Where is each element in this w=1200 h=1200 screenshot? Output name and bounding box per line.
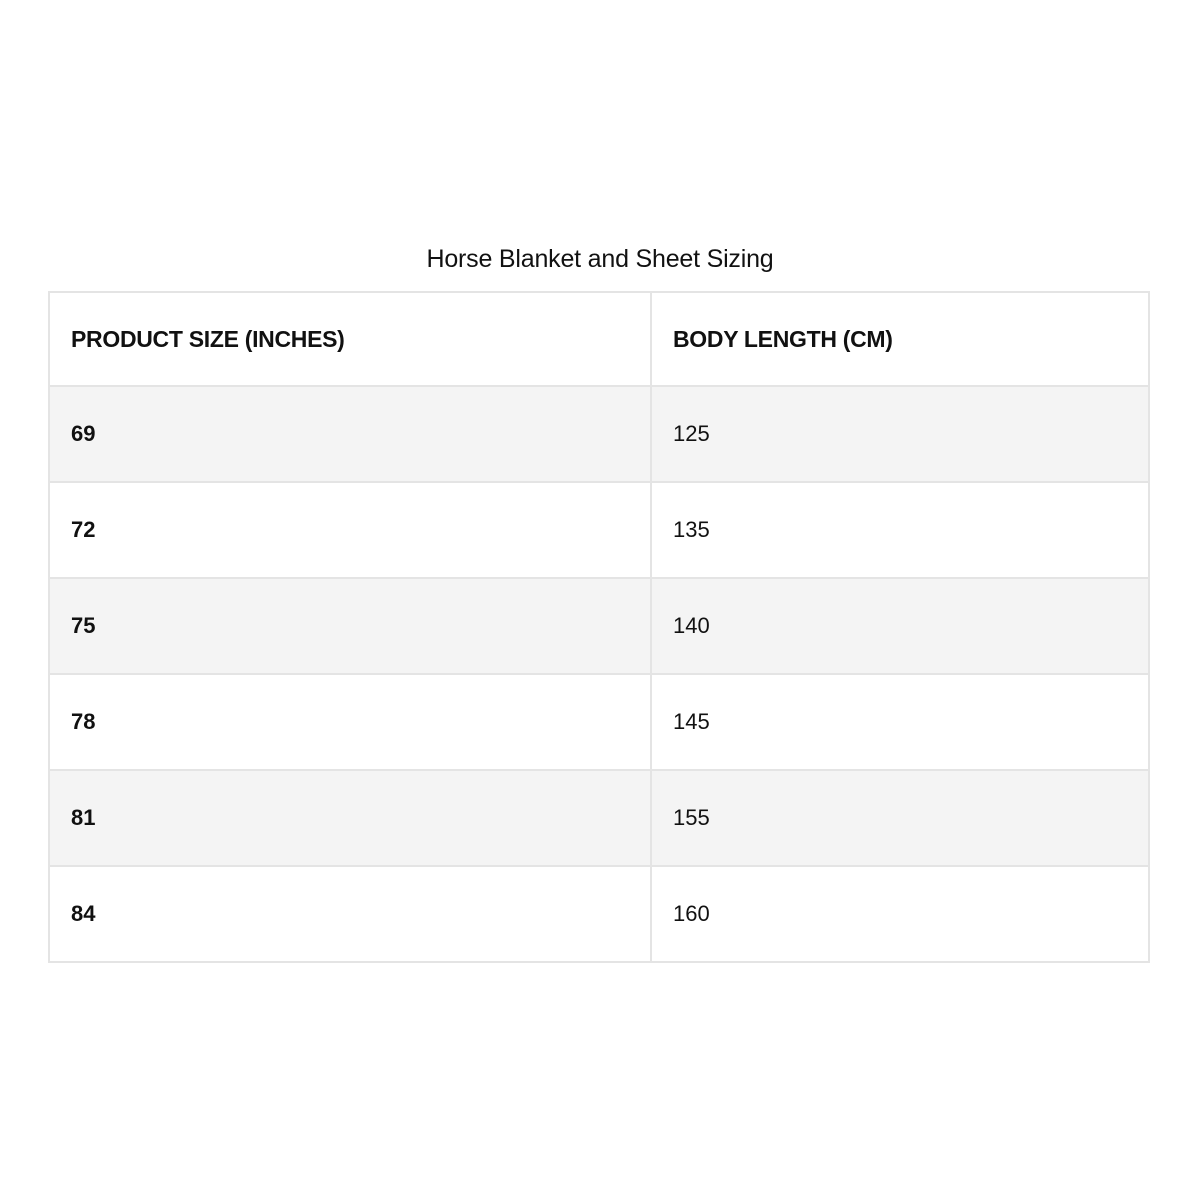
body-length-cell: 160 xyxy=(651,866,1149,962)
column-header-body-length: BODY LENGTH (CM) xyxy=(651,292,1149,386)
table-row xyxy=(49,386,1149,482)
product-size-cell: 84 xyxy=(49,866,651,962)
sizing-table xyxy=(48,291,1150,963)
product-size-cell: 81 xyxy=(49,770,651,866)
product-size-cell: 69 xyxy=(49,386,651,482)
body-length-cell: 145 xyxy=(651,674,1149,770)
table-row xyxy=(49,482,1149,578)
body-length-cell: 135 xyxy=(651,482,1149,578)
table-row xyxy=(49,578,1149,674)
product-size-cell: 72 xyxy=(49,482,651,578)
body-length-cell: 155 xyxy=(651,770,1149,866)
table-row xyxy=(49,866,1149,962)
product-size-cell: 75 xyxy=(49,578,651,674)
body-length-cell: 125 xyxy=(651,386,1149,482)
table-header-row xyxy=(49,292,1149,386)
column-header-product-size: PRODUCT SIZE (INCHES) xyxy=(49,292,651,386)
page-title: Horse Blanket and Sheet Sizing xyxy=(426,245,774,273)
body-length-cell: 140 xyxy=(651,578,1149,674)
table-row xyxy=(49,674,1149,770)
table-row xyxy=(49,770,1149,866)
product-size-cell: 78 xyxy=(49,674,651,770)
